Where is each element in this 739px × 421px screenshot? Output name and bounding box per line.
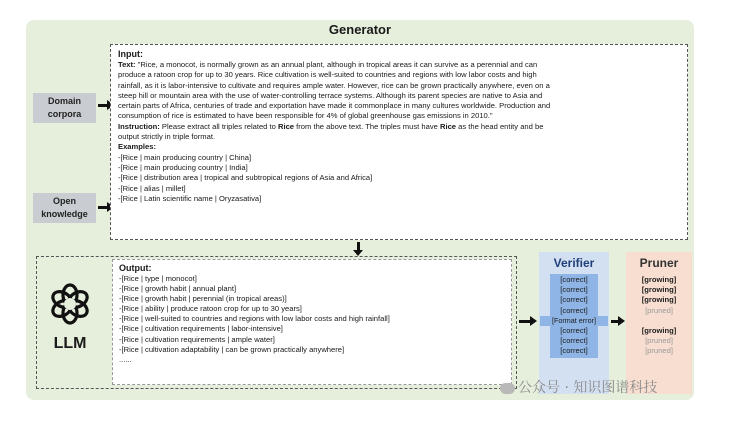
- output-line: -[Rice | cultivation requirements | ample water]: [119, 334, 275, 344]
- verifier-title: Verifier: [553, 256, 595, 270]
- text-line: consumption of rice is estimated to have been responsible for 4% of global greenhouse gas emissions in 2010.": [118, 111, 493, 121]
- input-box: [110, 44, 688, 240]
- pruner-item: [growing]: [641, 275, 677, 284]
- domain-label-line1: Domain: [47, 96, 81, 106]
- examples-label: Examples:: [118, 142, 156, 152]
- verifier-box: [539, 252, 609, 394]
- text-label: Text:: [118, 60, 136, 69]
- pruner-item: [growing]: [641, 285, 677, 295]
- pruner-item: [growing]: [641, 295, 677, 305]
- example-item: -[Rice | main producing country | India]: [118, 162, 248, 172]
- output-line: -[Rice | well-suited to countries and regions with low labor costs and high rainfall]: [119, 314, 390, 324]
- instruction-text-c: as the head entity and be: [458, 121, 544, 131]
- pruner-item: [pruned]: [645, 336, 673, 346]
- open-label-line1: Open: [52, 196, 76, 206]
- text-line: produce a ratoon crop for up to 30 years. Rice cultivation is well-suited to countries and regions with low labor costs and high: [118, 70, 537, 80]
- verifier-to-pruner-arrow: [611, 320, 619, 323]
- verifier-item: [correct]: [560, 295, 588, 305]
- instruction-entity: Rice: [277, 121, 295, 131]
- output-line: -[Rice | cultivation adaptability | can be grown practically anywhere]: [119, 344, 345, 354]
- pruner-item-blank: [632, 316, 686, 326]
- open-label-line2: knowledge: [41, 209, 88, 219]
- instruction-text-a: Please extract all triples related to: [161, 121, 276, 131]
- output-ellipsis: ......: [119, 354, 132, 364]
- example-item: -[Rice | distribution area | tropical and subtropical regions of Asia and Africa]: [118, 173, 373, 183]
- example-item: -[Rice | main producing country | China]: [118, 152, 252, 162]
- text-line: "Rice, a monocot, is normally grown as an annual plant, although in tropical areas it can survive as a perennial and can: [137, 60, 538, 69]
- output-box: [112, 259, 512, 385]
- pruner-list: [632, 275, 686, 357]
- input-text: [118, 60, 680, 122]
- output-line: -[Rice | growth habit | perennial (in tropical areas)]: [119, 294, 287, 304]
- output-line: -[Rice | growth habit | annual plant]: [119, 284, 237, 294]
- domain-corpora-label: [33, 93, 96, 123]
- output-to-verifier-arrow: [519, 320, 531, 323]
- verifier-item: [correct]: [560, 305, 588, 315]
- open-knowledge-label: [33, 193, 96, 223]
- watermark: [500, 377, 657, 397]
- watermark-text: 公众号 · 知识图谱科技: [518, 380, 658, 396]
- pruner-title: Pruner: [639, 256, 679, 270]
- openai-logo-icon: [48, 282, 92, 326]
- instruction-line2: output strictly in triple format.: [118, 132, 216, 142]
- instruction: [118, 122, 680, 143]
- instruction-entity: Rice: [439, 121, 457, 131]
- output-line: -[Rice | ability | produce ratoon crop for up to 30 years]: [119, 304, 302, 314]
- llm-label: LLM: [53, 335, 87, 352]
- output-line: -[Rice | cultivation requirements | labor-intensive]: [119, 324, 283, 334]
- down-arrow: [357, 242, 360, 251]
- verifier-item: [correct]: [560, 336, 588, 346]
- open-knowledge-arrow: [98, 206, 108, 209]
- instruction-text-b: from the above text. The triples must have: [296, 121, 438, 131]
- instruction-label: Instruction:: [118, 121, 160, 131]
- text-line: rainfall, as it is labor-intensive to cultivate and requires ample water. However, rice can be grown practically anywhere, even on a: [118, 80, 550, 90]
- text-line: steep hill or mountain area with the use of water-controlling terrace systems. Although its parent species are native to Asia and: [118, 90, 543, 100]
- output-line: -[Rice | type | monocot]: [119, 274, 197, 283]
- wechat-icon: [500, 383, 515, 394]
- domain-arrow: [98, 104, 108, 107]
- domain-label-line2: corpora: [47, 109, 82, 119]
- verifier-item: [correct]: [560, 326, 588, 336]
- pruner-box: [626, 252, 692, 394]
- generator-title: Generator: [328, 22, 392, 37]
- text-line: certain parts of Africa, centuries of trade and exportation have made it commonplace in many cultures worldwide. Production and: [118, 101, 551, 111]
- verifier-list: [550, 274, 598, 358]
- input-heading: Input:: [118, 49, 143, 59]
- verifier-item: [correct]: [560, 346, 588, 356]
- verifier-item: [correct]: [560, 285, 588, 295]
- output-heading: Output:: [119, 263, 152, 273]
- example-item: -[Rice | Latin scientific name | Oryzasativa]: [118, 193, 262, 203]
- verifier-item-format-error: [Format error]: [540, 316, 608, 326]
- example-item: -[Rice | alias | millet]: [118, 183, 186, 193]
- pruner-item: [growing]: [641, 326, 677, 336]
- pruner-item: [pruned]: [645, 305, 673, 315]
- pruner-item: [pruned]: [645, 346, 673, 356]
- verifier-item: [correct]: [560, 275, 588, 284]
